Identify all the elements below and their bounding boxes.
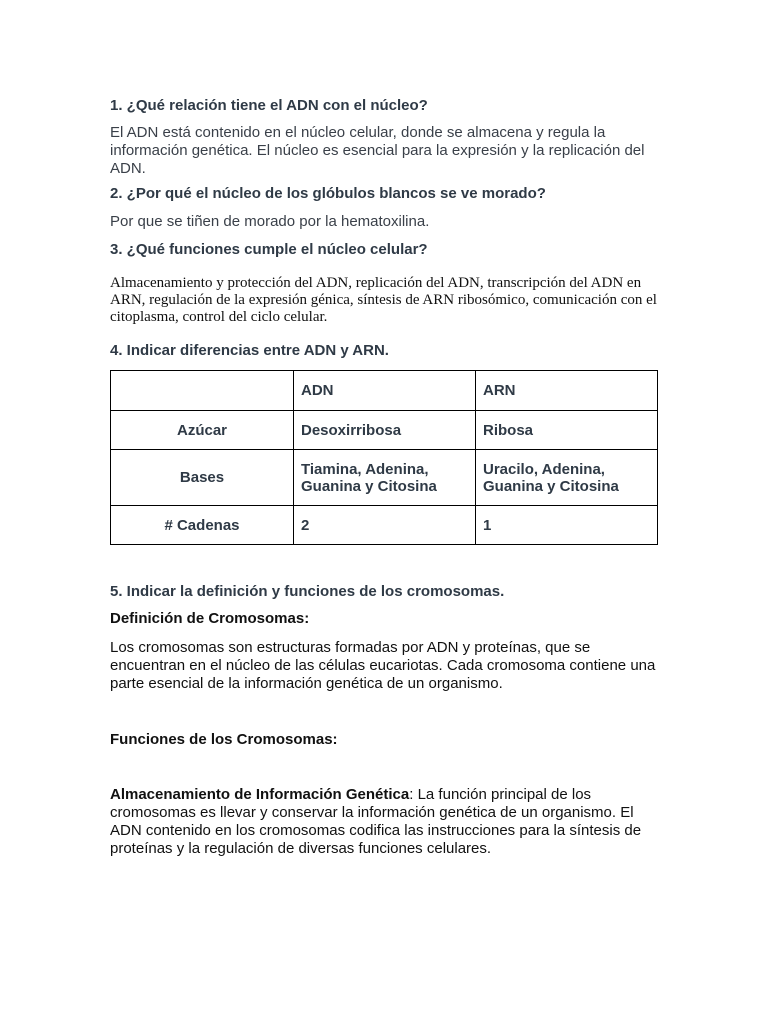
question-4-heading: 4. Indicar diferencias entre ADN y ARN. bbox=[110, 342, 389, 359]
table-row bbox=[111, 506, 658, 545]
function-1-text: : La función principal de los cromosomas es llevar y conservar la información genética de un organismo. El ADN contenido en los cromosomas codifica las instrucciones para la síntesis de proteínas y la regulación de diversas funciones celulares. bbox=[110, 786, 642, 857]
question-2-answer: Por que se tiñen de morado por la hematoxilina. bbox=[110, 213, 430, 230]
function-1-paragraph bbox=[110, 786, 660, 858]
definition-title: Definición de Cromosomas: bbox=[110, 610, 310, 627]
question-2-heading: 2. ¿Por qué el núcleo de los glóbulos blancos se ve morado? bbox=[110, 185, 546, 202]
definition-text: Los cromosomas son estructuras formadas por ADN y proteínas, que se encuentran en el núcleo de las células eucariotas. Cada cromosoma contiene una parte esencial de la información genética de un organismo. bbox=[110, 639, 656, 692]
function-1-title: Almacenamiento de Información Genética bbox=[110, 786, 410, 803]
table-header-cell: ADN bbox=[294, 371, 476, 411]
table-cell: Uracilo, Adenina, Guanina y Citosina bbox=[476, 450, 658, 506]
table-cell: 2 bbox=[294, 506, 476, 545]
question-1-answer: El ADN está contenido en el núcleo celular, donde se almacena y regula la información genética. El núcleo es esencial para la expresión y la replicación del ADN. bbox=[110, 124, 645, 177]
question-1-heading: 1. ¿Qué relación tiene el ADN con el núcleo? bbox=[110, 97, 428, 114]
functions-title: Funciones de los Cromosomas: bbox=[110, 731, 338, 748]
question-5-heading: 5. Indicar la definición y funciones de los cromosomas. bbox=[110, 583, 505, 600]
question-3-answer: Almacenamiento y protección del ADN, replicación del ADN, transcripción del ADN en ARN, regulación de la expresión génica, síntesis de ARN ribosómico, comunicación con el citoplasma, control del ciclo celular. bbox=[110, 275, 657, 325]
table-cell: Ribosa bbox=[476, 411, 658, 450]
table-row-label: Bases bbox=[111, 450, 294, 506]
table-cell: 1 bbox=[476, 506, 658, 545]
table-row bbox=[111, 411, 658, 450]
table-row-label: # Cadenas bbox=[111, 506, 294, 545]
table-row bbox=[111, 450, 658, 506]
table-cell: Desoxirribosa bbox=[294, 411, 476, 450]
table-header-cell bbox=[111, 371, 294, 411]
question-3-heading: 3. ¿Qué funciones cumple el núcleo celular? bbox=[110, 241, 428, 258]
table-cell: Tiamina, Adenina, Guanina y Citosina bbox=[294, 450, 476, 506]
table-header-cell: ARN bbox=[476, 371, 658, 411]
adn-arn-comparison-table bbox=[110, 370, 658, 545]
table-header-row bbox=[111, 371, 658, 411]
table-row-label: Azúcar bbox=[111, 411, 294, 450]
